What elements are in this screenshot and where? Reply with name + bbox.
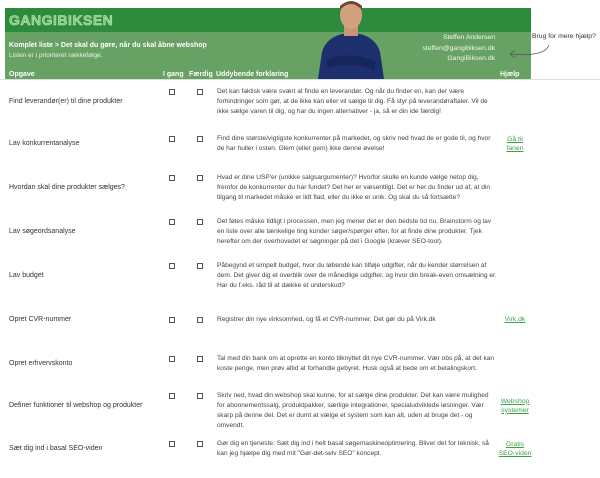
in-progress-checkbox[interactable] (169, 219, 175, 225)
in-progress-checkbox[interactable] (169, 317, 175, 323)
header-description: Uddybende forklaring (216, 71, 289, 78)
arrow-icon (505, 37, 555, 67)
task-name: Definer funktioner til webshop og produkter (9, 402, 143, 409)
task-name: Lav budget (9, 272, 44, 279)
done-checkbox[interactable] (197, 393, 203, 399)
table-row (0, 210, 600, 253)
header-in-progress: I gang (163, 71, 184, 78)
task-description: Hvad er dine USP'er (unikke salgsargumenter)? Hvorfor skulle en kunde vælge netop dig, fremfor de konkurrenter du har fundet? Det her er væsentligt. Det er her du finder ud af, at din tilgang til markedet måske er lidt flad, eller du ikke er unik. Og skal du så fortsætte? (217, 173, 491, 201)
task-description: Gør dig en tjeneste: Sæt dig ind i helt basal søgemaskineoptimering. Bliver det for teknisk, så kan jeg hjælpe dig med mit "Gør-det-selv SEO" koncept. (217, 439, 489, 457)
in-progress-checkbox[interactable] (169, 89, 175, 95)
done-checkbox[interactable] (197, 175, 203, 181)
help-link[interactable]: Webshop systemer (500, 397, 530, 414)
task-name: Hvordan skal dine produkter sælges? (9, 184, 125, 191)
in-progress-checkbox[interactable] (169, 136, 175, 142)
table-row (0, 342, 600, 385)
subtitle: Listen er i prioriteret rækkefølge. (9, 52, 103, 59)
task-description: Det kan faktisk være svært at finde en leverandør. Og når du finder en, kan der være forhindringer som gør, at de ikke kan eller vil sælge til dig. Få styr på leverandøraftaler. Vil de ikke sælge varen til dig, og har du ingen alternativer - ja, så er din ide færdig! (217, 87, 488, 115)
in-progress-checkbox[interactable] (169, 356, 175, 362)
done-checkbox[interactable] (197, 441, 203, 447)
task-name: Lav konkurrentanalyse (9, 140, 80, 147)
task-name: Opret erhvervskonto (9, 360, 73, 367)
done-checkbox[interactable] (197, 263, 203, 269)
contact-email[interactable]: steffen@gangibiksen.dk (422, 44, 495, 52)
logo: GANGIBIKSEN (9, 12, 114, 28)
done-checkbox[interactable] (197, 89, 203, 95)
table-row (0, 254, 600, 297)
table-row (0, 122, 600, 165)
task-description: Find dine største/vigtigste konkurrenter på markedet, og skriv ned hvad de er gode til, og hvor de har huller i osten. Glem (eller gem) ikke denne øvelse! (217, 134, 491, 152)
table-row (0, 384, 600, 427)
in-progress-checkbox[interactable] (169, 175, 175, 181)
task-name: Find leverandør(er) til dine produkter (9, 98, 123, 105)
table-row (0, 298, 600, 341)
task-description: Tal med din bank om at oprette en konto tilknyttet dit nye CVR-nummer. Vær obs på, at det kan koste penge, men prøv altid at forhandle gebyret. Husk også at bede om et betalingskort. (217, 354, 495, 372)
table-row (0, 80, 600, 123)
task-description: Påbegynd et simpelt budget, hvor du løbende kan tilføje udgifter, når du kender størrelsen af dem. Det giver dig et overblik over de månedlige udgifter, og hvor din break-even omsætning er. Har du f.eks. råd til at dække et underskud? (217, 261, 497, 289)
task-description: Skriv ned, hvad din webshop skal kunne, for at sælge dine produkter. Det kan være mulighed for abonnementssalg, produktpakker, særlige integrationer, specialudviklede løsninger. Vær skarp på denne del. Det er dumt at vælge et system som kan alt, uden at bruge det - og omvendt. (217, 391, 489, 429)
breadcrumb: Komplet liste > Det skal du gøre, når du skal åbne webshop (9, 42, 207, 49)
in-progress-checkbox[interactable] (169, 393, 175, 399)
task-description: Det føles måske tidligt i processen, men jeg mener det er den bedste tid nu. Brainstorm og lav en liste over alle tænkelige ting kunder søger/spørger efter, for at finde dine produkter. Tjek herefter om der overhovedet er søgninger på det i Google (kræver SEO-tool). (217, 217, 492, 245)
task-name: Opret CVR-nummer (9, 316, 72, 323)
done-checkbox[interactable] (197, 356, 203, 362)
table-row (0, 427, 600, 470)
header-task: Opgave (9, 71, 35, 78)
header-help: Hjælp (500, 71, 520, 78)
in-progress-checkbox[interactable] (169, 441, 175, 447)
done-checkbox[interactable] (197, 219, 203, 225)
contact-name: Steffen Andersen (442, 34, 495, 41)
task-name: Lav søgeordsanalyse (9, 228, 76, 235)
table-row (0, 166, 600, 209)
help-link[interactable]: Gratis SEO-viden (498, 440, 532, 457)
help-link[interactable]: Virk.dk (504, 316, 526, 323)
person-photo (316, 0, 386, 79)
header-done: Færdig (189, 71, 213, 78)
contact-site[interactable]: GangiBiksen.dk (447, 55, 495, 62)
help-link[interactable]: Gå til fanen (506, 135, 524, 152)
done-checkbox[interactable] (197, 136, 203, 142)
help-callout: Brug for mere hjælp? (532, 33, 596, 40)
contact-info (422, 33, 495, 65)
task-name: Sæt dig ind i basal SEO-viden (9, 445, 103, 452)
task-description: Registrer din nye virksomhed, og få et CVR-nummer. Det gør du på Virk.dk (217, 315, 436, 323)
done-checkbox[interactable] (197, 317, 203, 323)
in-progress-checkbox[interactable] (169, 263, 175, 269)
